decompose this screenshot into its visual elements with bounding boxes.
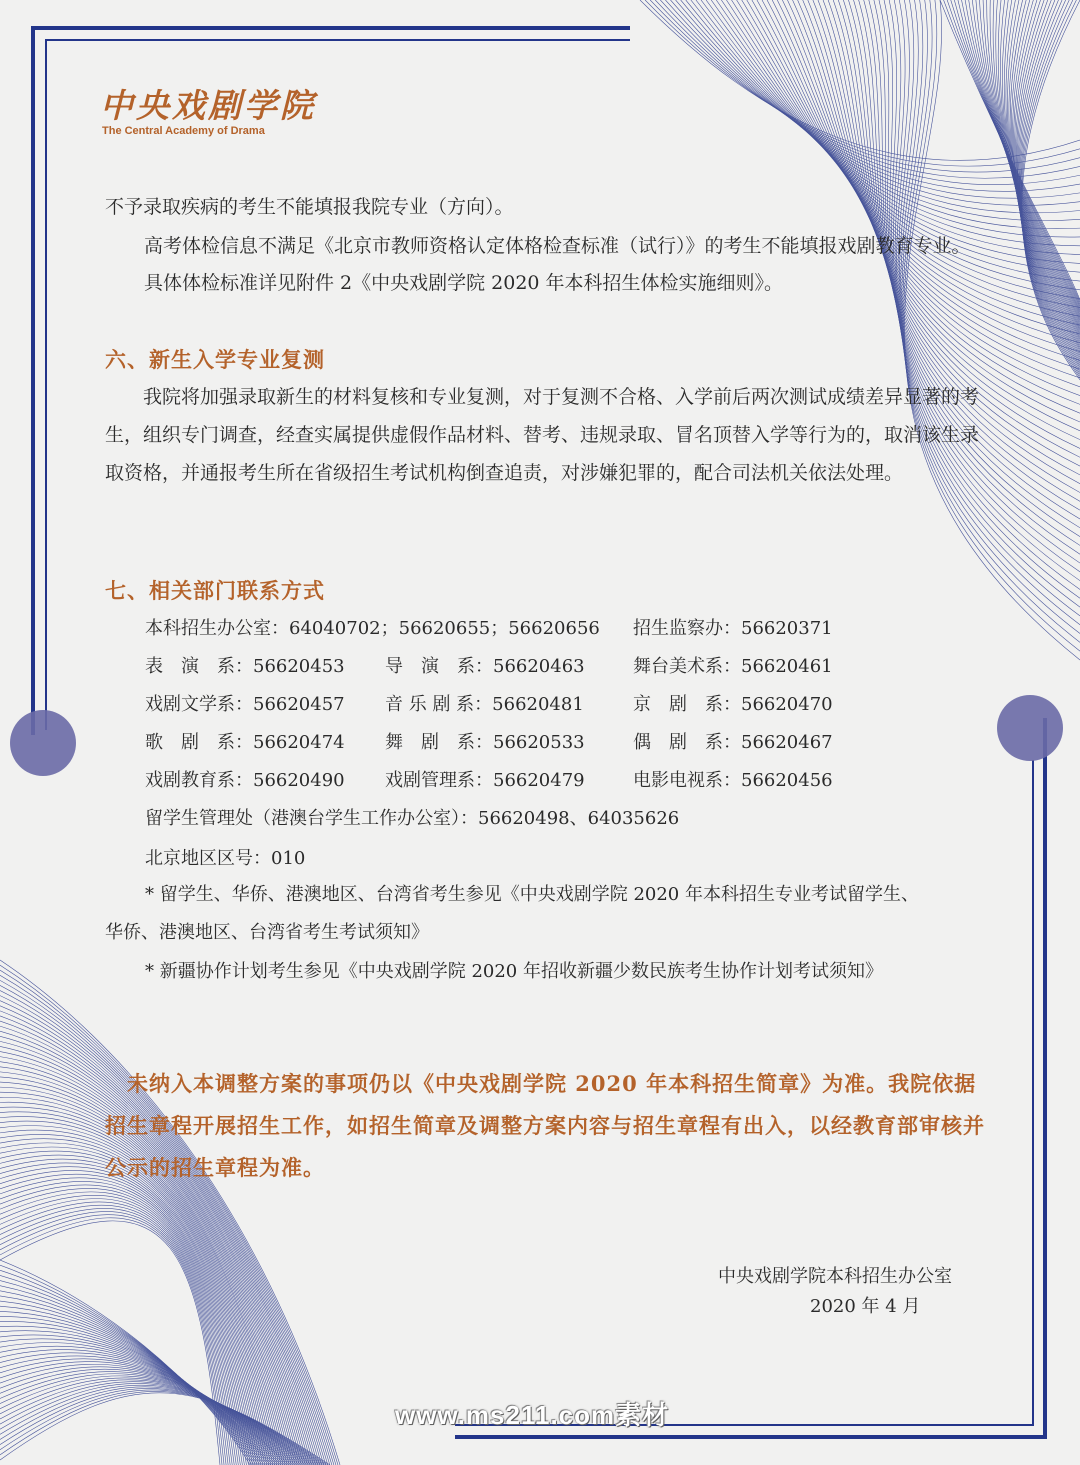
contact-dept: 电影电视系：56620456 xyxy=(633,770,833,791)
intro-line-1: 不予录取疾病的考生不能填报我院专业（方向）。 xyxy=(105,196,514,218)
note-intl-students-1: * 留学生、华侨、港澳地区、台湾省考生参见《中央戏剧学院 2020 年本科招生专业考试留学生、 xyxy=(145,884,919,905)
contact-dept: 表 演 系：56620453 xyxy=(145,656,345,677)
contact-area-code: 北京地区区号：010 xyxy=(145,848,306,869)
contact-intl-office: 留学生管理处（港澳台学生工作办公室）：56620498、64035626 xyxy=(145,808,680,829)
contact-supervision-office: 招生监察办：56620371 xyxy=(633,618,833,639)
contact-dept: 戏剧管理系：56620479 xyxy=(385,770,585,791)
contact-dept: 京 剧 系：56620470 xyxy=(633,694,833,715)
left-decor-circle xyxy=(10,710,76,776)
bottom-left-line-art xyxy=(0,960,340,1465)
section7-heading: 七、相关部门联系方式 xyxy=(105,578,325,603)
right-decor-circle xyxy=(997,695,1063,761)
contact-dept: 舞台美术系：56620461 xyxy=(633,656,833,677)
contact-dept: 歌 剧 系：56620474 xyxy=(145,732,345,753)
closing-notice: 未纳入本调整方案的事项仍以《中央戏剧学院 2020 年本科招生简章》为准。我院依据招生章程开展招生工作，如招生简章及调整方案内容与招生章程有出入，以经教育部审核并公示的招生章程为准。 xyxy=(105,1071,985,1180)
contact-dept: 音 乐 剧 系：56620481 xyxy=(385,694,584,715)
logo-name-cn: 中央戏剧学院 xyxy=(100,86,316,125)
watermark: www.ms211.com素材 xyxy=(395,1400,670,1430)
contact-admissions-office: 本科招生办公室：64040702；56620655；56620656 xyxy=(145,618,600,639)
note-intl-students-2: 华侨、港澳地区、台湾省考生考试须知》 xyxy=(105,922,429,943)
signature-office: 中央戏剧学院本科招生办公室 xyxy=(718,1266,952,1287)
contact-dept: 偶 剧 系：56620467 xyxy=(633,732,833,753)
note-xinjiang: * 新疆协作计划考生参见《中央戏剧学院 2020 年招收新疆少数民族考生协作计划考试须知》 xyxy=(145,961,883,982)
contact-dept: 导 演 系：56620463 xyxy=(385,656,585,677)
section6-body: 我院将加强录取新生的材料复核和专业复测，对于复测不合格、入学前后两次测试成绩差异显著的考生，组织专门调查，经查实属提供虚假作品材料、替考、违规录取、冒名顶替入学等行为的，取消该生录取资格，并通报考生所在省级招生考试机构倒查追责，对涉嫌犯罪的，配合司法机关依法处理。 xyxy=(105,386,980,484)
signature-date: 2020 年 4 月 xyxy=(810,1296,921,1317)
section6-heading: 六、新生入学专业复测 xyxy=(105,347,325,372)
logo-name-en: The Central Academy of Drama xyxy=(102,125,265,137)
intro-line-3: 具体体检标准详见附件 2《中央戏剧学院 2020 年本科招生体检实施细则》。 xyxy=(144,272,784,294)
intro-line-2: 高考体检信息不满足《北京市教师资格认定体格检查标准（试行）》的考生不能填报戏剧教育专业。 xyxy=(144,235,971,257)
contact-dept: 戏剧教育系：56620490 xyxy=(145,770,345,791)
contact-dept: 舞 剧 系：56620533 xyxy=(385,732,585,753)
top-right-line-art xyxy=(640,0,1080,660)
contact-dept: 戏剧文学系：56620457 xyxy=(145,694,345,715)
